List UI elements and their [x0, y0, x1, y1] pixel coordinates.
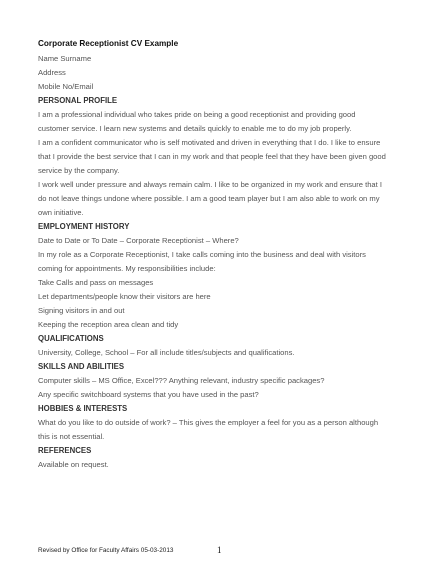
- text-line: In my role as a Corporate Receptionist, I take calls coming into the business and deal with visitors: [38, 250, 366, 259]
- heading-references: REFERENCES: [38, 446, 92, 455]
- text-line: that I provide the best service that I can in my work and that people feel that they have been given good: [38, 152, 386, 161]
- text-line: Date to Date or To Date – Corporate Receptionist – Where?: [38, 236, 239, 245]
- heading-skills-abilities: SKILLS AND ABILITIES: [38, 362, 125, 371]
- heading-qualifications: QUALIFICATIONS: [38, 334, 104, 343]
- employment-history-text: [38, 234, 404, 332]
- cv-document: [38, 38, 404, 472]
- contact-address: Address: [38, 68, 66, 77]
- text-line: Computer skills – MS Office, Excel??? Anything relevant, industry specific packages?: [38, 376, 325, 385]
- page-number: 1: [217, 545, 222, 555]
- text-line: customer service. I learn new systems and details quickly to enable me to do my job properly.: [38, 124, 352, 133]
- contact-mobile-email: Mobile No/Email: [38, 82, 94, 91]
- text-line: this is not essential.: [38, 432, 105, 441]
- skills-text: [38, 374, 404, 402]
- text-line: coming for appointments. My responsibilities include:: [38, 264, 216, 273]
- heading-employment-history: EMPLOYMENT HISTORY: [38, 222, 130, 231]
- heading-hobbies-interests: HOBBIES & INTERESTS: [38, 404, 128, 413]
- text-line: I am a confident communicator who is self motivated and driven in everything that I do. I like to ensure: [38, 138, 381, 147]
- text-line: Keeping the reception area clean and tidy: [38, 320, 179, 329]
- footer-revised-note: Revised by Office for Faculty Affairs 05-03-2013: [38, 547, 174, 554]
- text-line: Let departments/people know their visitors are here: [38, 292, 211, 301]
- text-line: What do you like to do outside of work? – This gives the employer a feel for you as a person although: [38, 418, 379, 427]
- contact-name: Name Surname: [38, 54, 92, 63]
- hobbies-text: [38, 416, 404, 444]
- personal-profile-text: [38, 108, 404, 220]
- text-line: do not leave things undone where possible. I am a good team player but I am also able to work on my: [38, 194, 380, 203]
- qualifications-text: [38, 346, 404, 360]
- text-line: Any specific switchboard systems that you have used in the past?: [38, 390, 259, 399]
- text-line: I am a professional individual who takes pride on being a good receptionist and providing good: [38, 110, 356, 119]
- references-text: [38, 458, 404, 472]
- text-line: own initiative.: [38, 208, 84, 217]
- text-line: University, College, School – For all include titles/subjects and qualifications.: [38, 348, 295, 357]
- text-line: Take Calls and pass on messages: [38, 278, 154, 287]
- text-line: I work well under pressure and always remain calm. I like to be organized in my work and ensure that I: [38, 180, 382, 189]
- text-line: Signing visitors in and out: [38, 306, 125, 315]
- text-line: service by the company.: [38, 166, 120, 175]
- heading-personal-profile: PERSONAL PROFILE: [38, 96, 118, 105]
- text-line: Available on request.: [38, 460, 109, 469]
- document-title: Corporate Receptionist CV Example: [38, 39, 179, 48]
